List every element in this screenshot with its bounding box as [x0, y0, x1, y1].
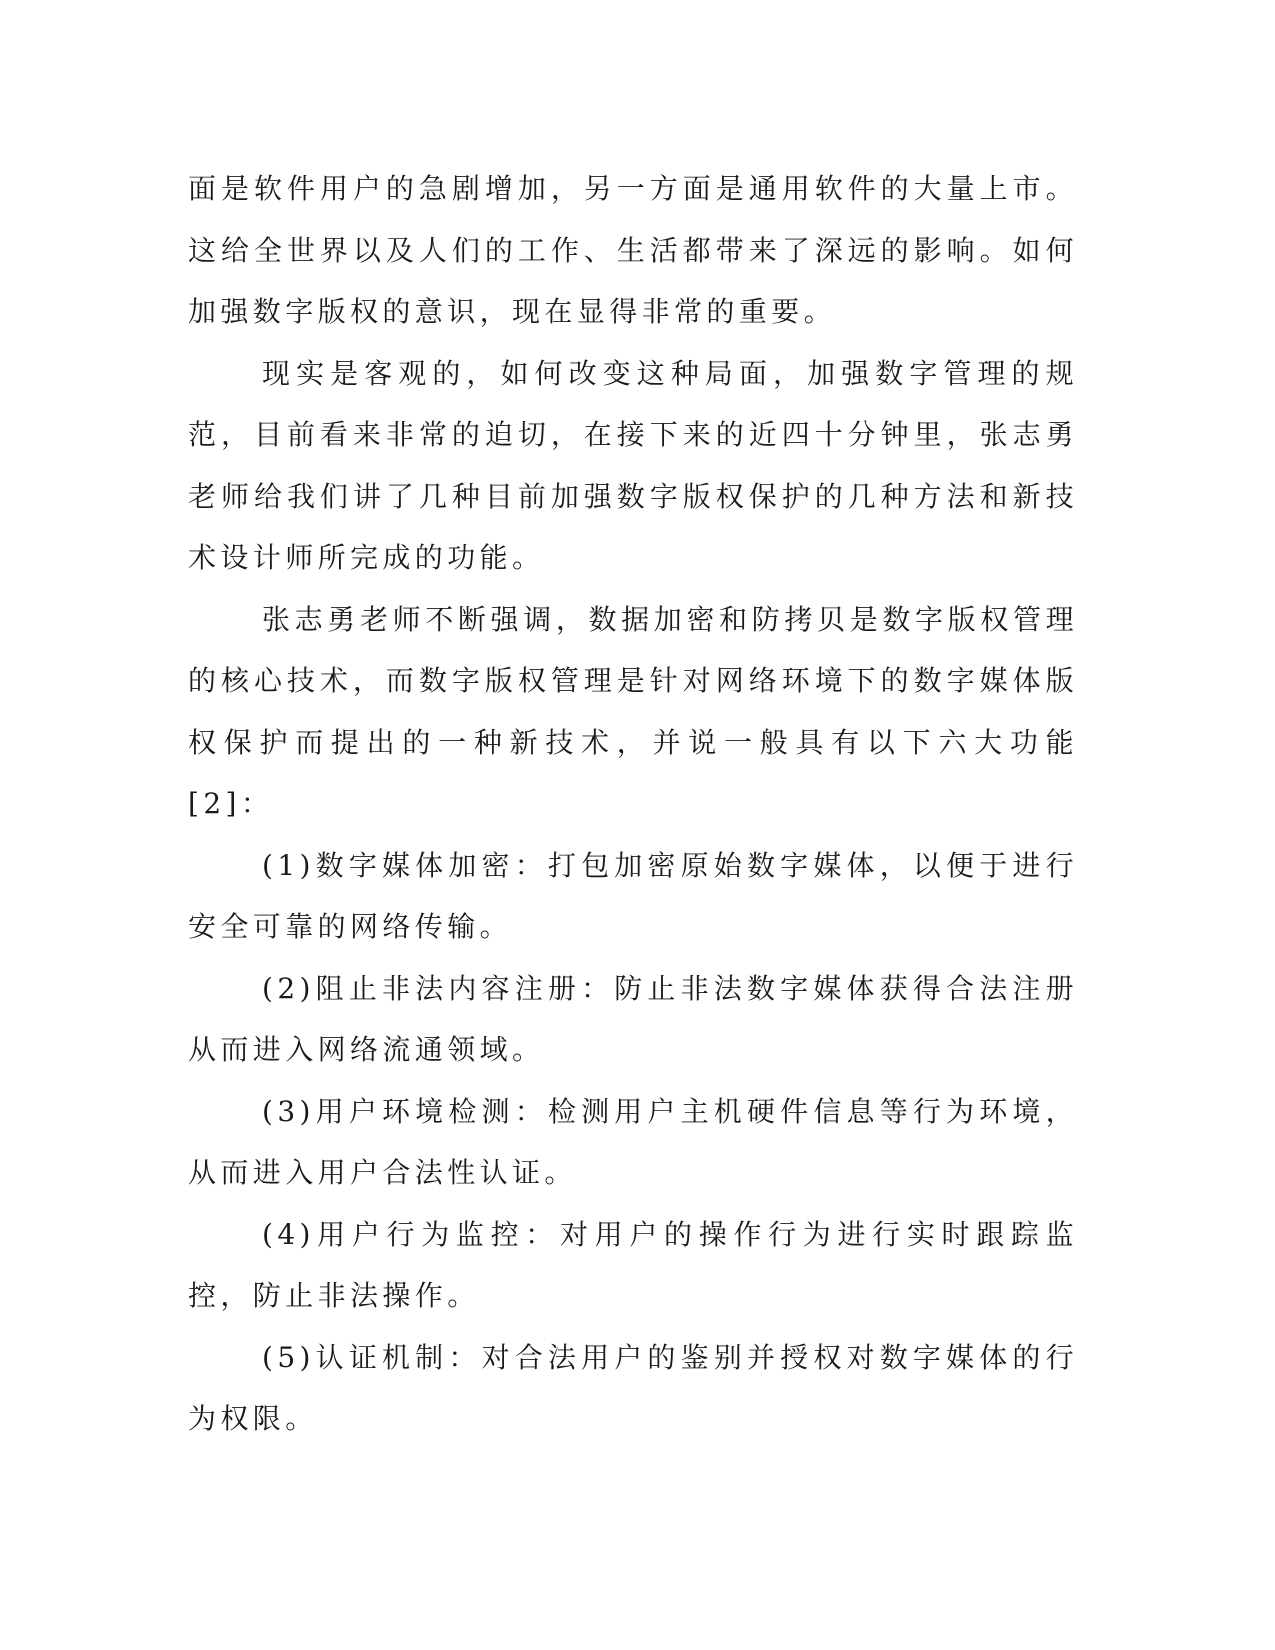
- list-item-function-1: (1)数字媒体加密：打包加密原始数字媒体，以便于进行安全可靠的网络传输。: [188, 848, 1078, 943]
- paragraph-drm-functions-intro: 张志勇老师不断强调，数据加密和防拷贝是数字版权管理的核心技术，而数字版权管理是针对网络环境下的数字媒体版权保护而提出的一种新技术，并说一般具有以下六大功能[2]：: [188, 602, 1078, 820]
- document-body: [188, 158, 1078, 1450]
- list-item-function-5: (5)认证机制：对合法用户的鉴别并授权对数字媒体的行为权限。: [188, 1340, 1078, 1435]
- paragraph-continuation: 面是软件用户的急剧增加，另一方面是通用软件的大量上市。这给全世界以及人们的工作、生活都带来了深远的影响。如何加强数字版权的意识，现在显得非常的重要。: [188, 172, 1078, 328]
- list-item-function-2: (2)阻止非法内容注册：防止非法数字媒体获得合法注册从而进入网络流通领域。: [188, 971, 1078, 1066]
- paragraph-reality: 现实是客观的，如何改变这种局面，加强数字管理的规范，目前看来非常的迫切，在接下来的近四十分钟里，张志勇老师给我们讲了几种目前加强数字版权保护的几种方法和新技术设计师所完成的功能。: [188, 356, 1078, 574]
- list-item-function-3: (3)用户环境检测：检测用户主机硬件信息等行为环境，从而进入用户合法性认证。: [188, 1094, 1078, 1189]
- list-item-function-4: (4)用户行为监控：对用户的操作行为进行实时跟踪监控，防止非法操作。: [188, 1217, 1078, 1312]
